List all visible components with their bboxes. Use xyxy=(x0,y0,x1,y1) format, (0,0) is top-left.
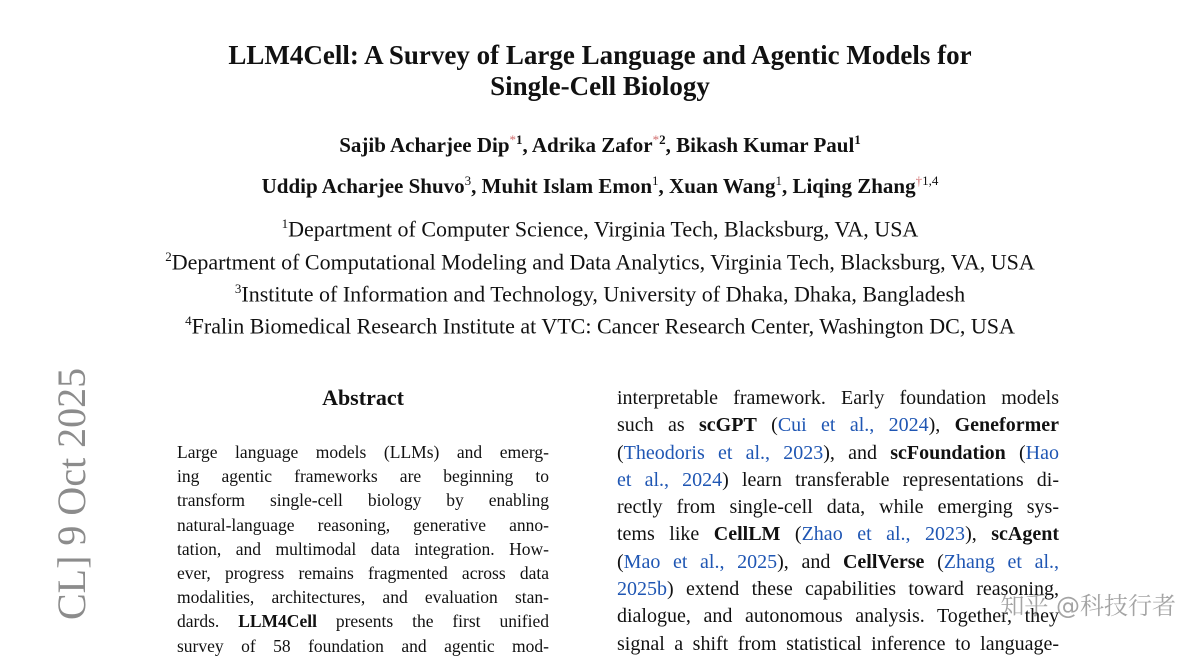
title-line-2: Single-Cell Biology xyxy=(490,71,710,101)
author-affiliation-num: 2 xyxy=(659,132,666,147)
body-line: interpretable framework. Early foundation models xyxy=(617,387,1059,409)
affiliation-3 xyxy=(0,281,1200,307)
abstract-line: Large language models (LLMs) and emerg- xyxy=(177,442,549,462)
affiliation-text: Department of Computational Modeling and Data Analytics, Virginia Tech, Blacksburg, VA, USA xyxy=(171,249,1035,275)
citation-link[interactable]: Zhang et al., xyxy=(943,550,1059,573)
abstract-line: tation, and multimodal data integration. How- xyxy=(177,538,549,559)
body-line xyxy=(617,412,1059,439)
affiliation-text: Institute of Information and Technology, University of Dhaka, Dhaka, Bangladesh xyxy=(241,281,966,307)
author-name: Liqing Zhang xyxy=(792,174,916,198)
author-name: Sajib Acharjee Dip xyxy=(339,133,510,157)
author-affiliation-num: 3 xyxy=(464,173,472,188)
affiliation-text: Department of Computer Science, Virginia Tech, Blacksburg, VA, USA xyxy=(288,216,919,242)
right-column-text xyxy=(617,385,1059,658)
model-name: Geneformer xyxy=(954,414,1060,437)
abstract-line: transform single-cell biology by enabling xyxy=(177,490,549,511)
body-text: ) extend these capabilities toward reasoning, xyxy=(667,578,1059,601)
body-text: ), and xyxy=(823,441,891,464)
author-affiliation-num: 1 xyxy=(652,173,659,188)
abstract-line: natural-language reasoning, generative anno- xyxy=(177,514,549,535)
body-line: signal a shift from statistical inference to language- xyxy=(617,632,1059,655)
citation-link[interactable]: et al., 2024 xyxy=(617,468,723,491)
author-name: Uddip Acharjee Shuvo xyxy=(261,174,465,198)
body-line: rectly from single-cell data, while emerging sys- xyxy=(617,496,1059,519)
body-text: ), xyxy=(928,414,955,437)
equal-contribution-mark: * xyxy=(652,132,660,147)
affiliation-num: 1 xyxy=(281,216,289,231)
author-affiliation-num: 1 xyxy=(854,132,861,147)
body-line xyxy=(617,467,1059,494)
citation-link[interactable]: Mao et al., 2025 xyxy=(623,550,778,573)
citation-link[interactable]: Cui et al., 2024 xyxy=(777,414,929,437)
body-line xyxy=(617,521,1059,548)
model-name: scGPT xyxy=(699,414,757,437)
corresponding-author-mark: † xyxy=(915,173,923,188)
affiliation-text: Fralin Biomedical Research Institute at VTC: Cancer Research Center, Washington DC, USA xyxy=(191,313,1015,339)
abstract-emphasis: LLM4Cell xyxy=(238,611,317,632)
watermark: 知乎 @科技行者 xyxy=(1000,592,1176,620)
body-text: ( xyxy=(617,550,624,573)
body-line xyxy=(617,576,1059,603)
equal-contribution-mark: * xyxy=(509,132,517,147)
paper-title xyxy=(0,40,1200,102)
model-name: scFoundation xyxy=(890,441,1006,464)
abstract-line: ing agentic frameworks are beginning to xyxy=(177,466,549,487)
citation-link[interactable]: Zhao et al., 2023 xyxy=(801,523,966,546)
abstract-body xyxy=(177,440,549,658)
body-text: ( xyxy=(1005,441,1026,464)
author-line-1: Sajib Acharjee Dip$^{*1}$, Adrika Zafor$^{*2}$, Bikash Kumar Paul$^1$ xyxy=(339,132,861,157)
affiliation-num: 4 xyxy=(185,313,192,328)
citation-link[interactable]: Theodoris et al., 2023 xyxy=(623,441,824,464)
author-name: Bikash Kumar Paul xyxy=(676,133,855,157)
affiliation-2 xyxy=(0,249,1200,275)
title-line-1: LLM4Cell: A Survey of Large Language and Agentic Models for xyxy=(228,40,972,70)
body-text: ( xyxy=(617,441,624,464)
model-name: CellLM xyxy=(713,523,781,546)
abstract-text: presents the first unified xyxy=(316,611,550,632)
abstract-heading: Abstract xyxy=(322,385,404,410)
author-affiliation-num: 1,4 xyxy=(922,173,939,188)
abstract-line: modalities, architectures, and evaluation stan- xyxy=(177,587,549,608)
affiliation-num: 3 xyxy=(234,281,242,296)
body-text: ( xyxy=(780,523,802,546)
body-text: ( xyxy=(756,414,778,437)
citation-link[interactable]: 2025b xyxy=(617,578,667,601)
body-text: tems like xyxy=(617,523,714,546)
model-name: CellVerse xyxy=(842,550,925,573)
body-text: such as xyxy=(617,414,700,437)
author-affiliation-num: 1 xyxy=(775,173,782,188)
author-affiliation-num: 1 xyxy=(516,132,523,147)
body-text: ) learn transferable representations di- xyxy=(722,468,1060,491)
affiliation-1 xyxy=(0,216,1200,242)
citation-link[interactable]: Hao xyxy=(1025,441,1059,464)
model-name: scAgent xyxy=(991,523,1059,546)
abstract-line: survey of 58 foundation and agentic mod- xyxy=(177,635,549,656)
body-line: dialogue, and autonomous analysis. Together, they xyxy=(617,605,1059,628)
arxiv-side-stamp: CL] 9 Oct 2025 xyxy=(49,367,94,620)
author-line-2: Uddip Acharjee Shuvo$^3$, Muhit Islam Emon$^1$, Xuan Wang$^1$, Liqing Zhang$^{\dagger 1,4}$ xyxy=(261,173,939,198)
author-name: Xuan Wang xyxy=(669,174,776,198)
abstract-line xyxy=(177,609,549,633)
body-line xyxy=(617,549,1059,576)
affiliation-num: 2 xyxy=(165,249,172,264)
body-text: ), xyxy=(965,523,992,546)
affiliation-4 xyxy=(0,313,1200,339)
body-line xyxy=(617,440,1059,467)
body-text: ( xyxy=(924,550,944,573)
abstract-line: ever, progress remains fragmented across data xyxy=(177,563,549,584)
abstract-text: dards. xyxy=(177,611,239,632)
body-text: ), and xyxy=(777,550,843,573)
author-name: Muhit Islam Emon xyxy=(481,174,653,198)
author-name: Adrika Zafor xyxy=(531,133,653,157)
